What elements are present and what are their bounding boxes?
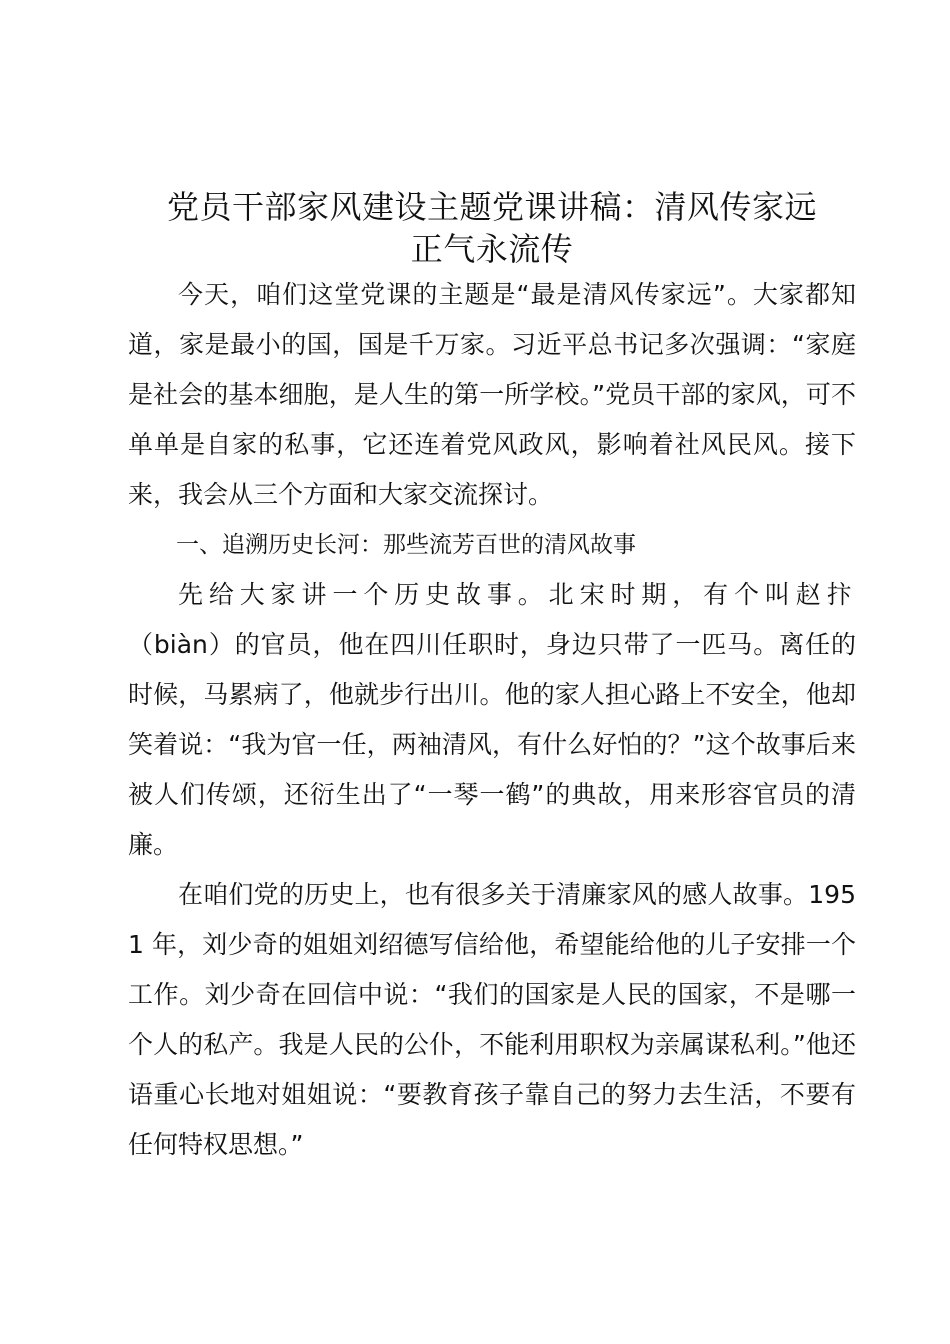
paragraph-zhao-bian-first-line: 先给大家讲一个历史故事。北宋时期，有个叫赵抃	[178, 580, 856, 609]
title-line-1: 党员干部家风建设主题党课讲稿：清风传家远	[166, 188, 817, 226]
paragraph-zhao-bian-story	[128, 570, 856, 870]
paragraph-intro: 今天，咱们这堂党课的主题是“最是清风传家远”。大家都知道，家是最小的国，国是千万家。习近平总书记多次强调：“家庭是社会的基本细胞，是人生的第一所学校。”党员干部的家风，可不单单是自家的私事，它还连着党风政风，影响着社风民风。接下来，我会从三个方面和大家交流探讨。	[128, 280, 856, 509]
paragraph-liu-shaoqi-story: 在咱们党的历史上，也有很多关于清廉家风的感人故事。1951 年，刘少奇的姐姐刘绍德写信给他，希望能给他的儿子安排一个工作。刘少奇在回信中说：“我们的国家是人民的国家，不是哪一个人的私产。我是人民的公仆，不能利用职权为亲属谋私利。”他还语重心长地对姐姐说：“要教育孩子靠自己的努力去生活，不要有任何特权思想。”	[128, 880, 856, 1159]
document-page	[128, 186, 856, 1170]
document-title	[128, 186, 856, 270]
section-heading-1: 一、追溯历史长河：那些流芳百世的清风故事	[176, 532, 636, 558]
title-line-2: 正气永流传	[410, 230, 574, 268]
paragraph-zhao-bian-rest: （biàn）的官员，他在四川任职时，身边只带了一匹马。离任的时候，马累病了，他就步行出川。他的家人担心路上不安全，他却笑着说：“我为官一任，两袖清风，有什么好怕的？”这个故事后来被人们传颂，还衍生出了“一琴一鹤”的典故，用来形容官员的清廉。	[128, 630, 856, 859]
